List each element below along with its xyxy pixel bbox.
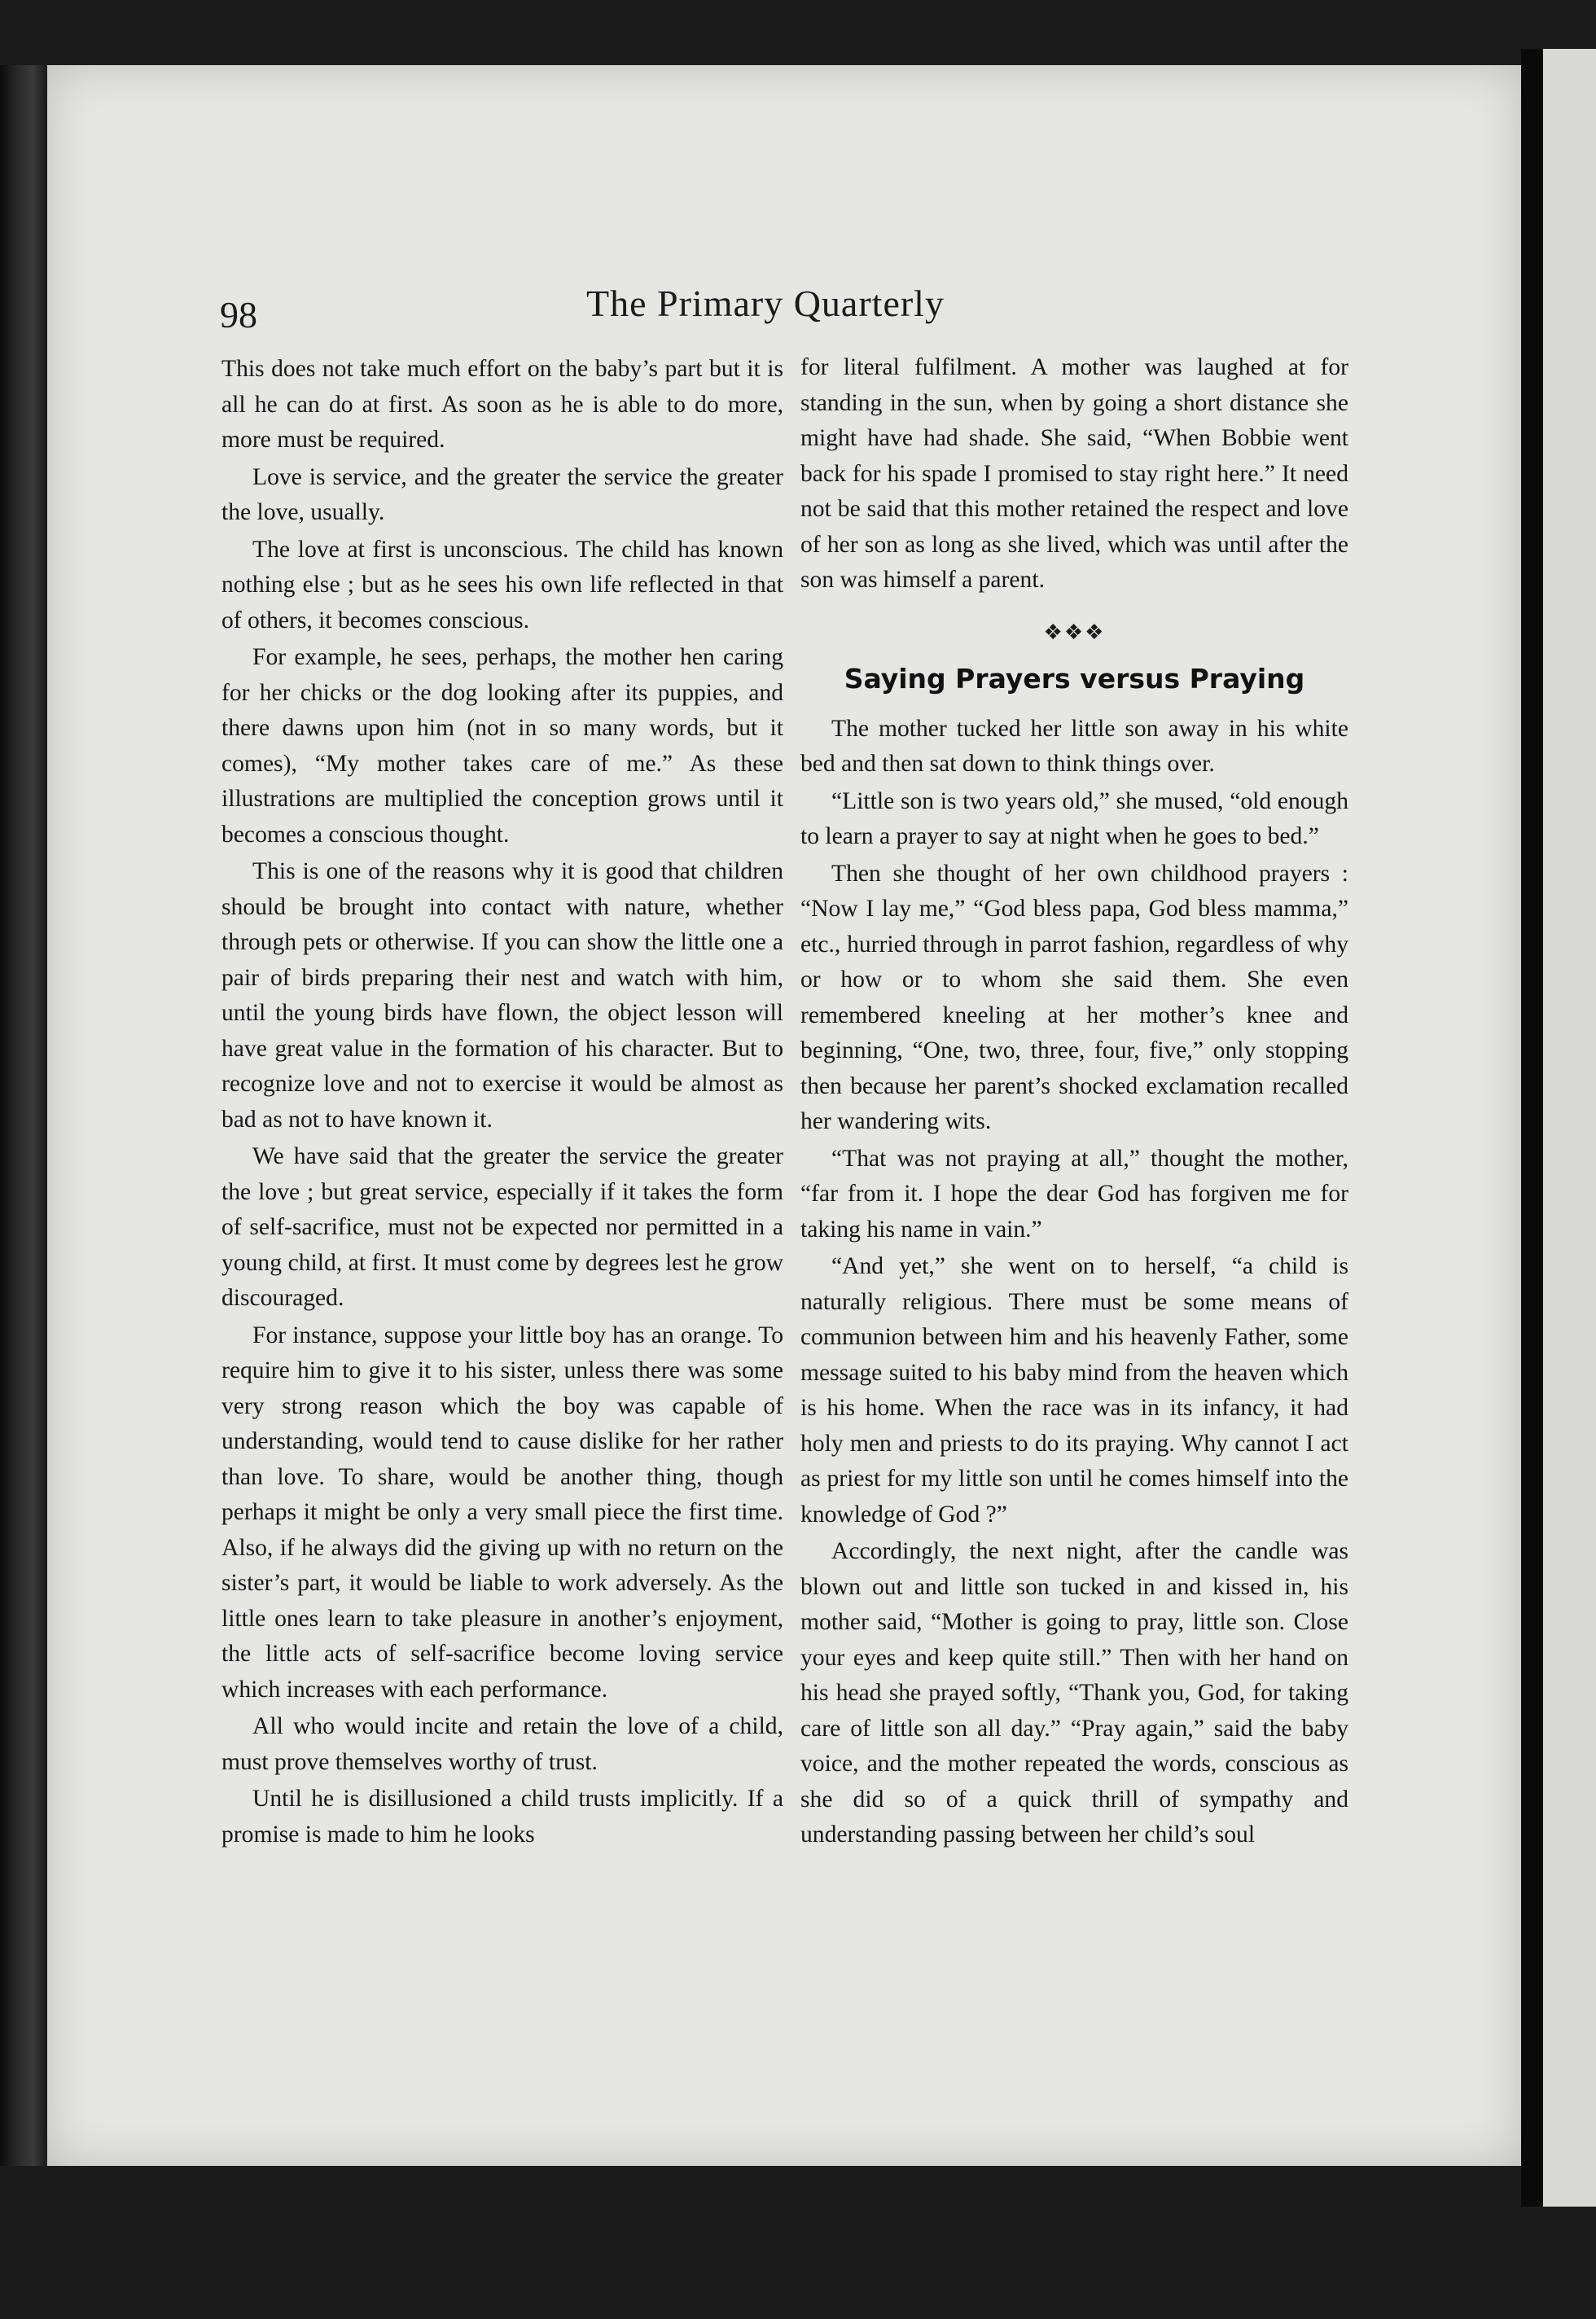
page-gutter bbox=[1521, 49, 1543, 2207]
paragraph: This is one of the reasons why it is good that children should be brought into contact with nature, whether through pets or otherwise. If you can show the little one a pair of birds preparing their nest and watch with him, until the young birds have flown, the object lesson will have great value in the formation of his character. But to recognize love and not to exercise it would be almost as bad as not to have known it. bbox=[221, 858, 783, 1133]
paragraph: The mother tucked her little son away in his white bed and then sat down to think things over. bbox=[800, 715, 1348, 777]
book-spine-edge bbox=[0, 65, 47, 2166]
paragraph: The love at first is unconscious. The child has known nothing else ; but as he sees his own life reflected in that of others, it becomes conscious. bbox=[221, 536, 783, 633]
article-heading: Saying Prayers versus Praying bbox=[844, 663, 1305, 695]
running-title: The Primary Quarterly bbox=[586, 283, 945, 324]
page-number: 98 bbox=[220, 294, 257, 335]
paragraph: for literal fulfilment. A mother was laughed at for standing in the sun, when by going a short distance she might have had shade. She said, “When Bobbie went back for his spade I promised to stay right here.” It need not be said that this mother retained the respect and love of her son as long as she lived, which was until after the son was himself a parent. bbox=[800, 354, 1348, 593]
paragraph: For example, he sees, perhaps, the mother hen caring for her chicks or the dog looking after its puppies, and there dawns upon him (not in so many words, but it comes), “My mother takes care of me.” As these illustrations are multiplied the conception grows until it becomes a conscious thought. bbox=[221, 644, 783, 848]
paragraph: “And yet,” she went on to herself, “a child is naturally religious. There must be some means of communion between him and his heavenly Father, some message suited to his baby mind from the heaven which is his home. When the race was in its infancy, it had holy men and priests to do its praying. Why cannot I act as priest for my little son until he comes himself into the knowledge of God ?” bbox=[800, 1253, 1348, 1528]
paragraph: “That was not praying at all,” thought the mother, “far from it. I hope the dear God has forgiven me for taking his name in vain.” bbox=[800, 1145, 1348, 1243]
section-ornament: ❖❖❖ bbox=[1043, 620, 1106, 644]
paragraph: For instance, suppose your little boy has an orange. To require him to give it to his sister, unless there was some very strong reason which the boy was capable of understanding, would tend to cause dislike for her rather than love. To share, would be another thing, though perhaps it might be only a very small piece the first time. Also, if he always did the giving up with no return on the sister’s part, it would be liable to work adversely. As the little ones learn to take pleasure in another’s enjoyment, the little acts of self-sacrifice become loving service which increases with each performance. bbox=[221, 1322, 783, 1703]
paragraph: Love is service, and the greater the service the greater the love, usually. bbox=[221, 463, 783, 525]
paragraph: All who would incite and retain the love of a child, must prove themselves worthy of trust. bbox=[221, 1713, 783, 1775]
paragraph: This does not take much effort on the baby’s part but it is all he can do at first. As soon as he is able to do more, more must be required. bbox=[221, 356, 783, 453]
paragraph: Then she thought of her own childhood prayers : “Now I lay me,” “God bless papa, God bless mamma,” etc., hurried through in parrot fashion, regardless of why or how or to whom she said them. She even remembered kneeling at her mother’s knee and beginning, “One, two, three, four, five,” only stopping then because her parent’s shocked exclamation recalled her wandering wits. bbox=[800, 860, 1348, 1134]
paragraph: Accordingly, the next night, after the candle was blown out and little son tucked in and kissed in, his mother said, “Mother is going to pray, little son. Close your eyes and keep quite still.” Then with her hand on his head she prayed softly, “Thank you, God, for taking care of little son all day.” “Pray again,” said the baby voice, and the mother repeated the words, conscious as she did so of a quick thrill of sympathy and understanding passing between her child’s soul bbox=[800, 1538, 1348, 1848]
paragraph: Until he is disillusioned a child trusts implicitly. If a promise is made to him he looks bbox=[221, 1786, 783, 1848]
left-column bbox=[221, 352, 783, 1854]
right-column bbox=[800, 350, 1348, 1855]
facing-page-edge bbox=[1543, 49, 1596, 2207]
paragraph: We have said that the greater the service the greater the love ; but great service, especially if it takes the form of self-sacrifice, must not be expected nor permitted in a young child, at first. It must come by degrees lest he grow discouraged. bbox=[221, 1143, 783, 1311]
paragraph: “Little son is two years old,” she mused, “old enough to learn a prayer to say at night when he goes to bed.” bbox=[800, 787, 1348, 849]
